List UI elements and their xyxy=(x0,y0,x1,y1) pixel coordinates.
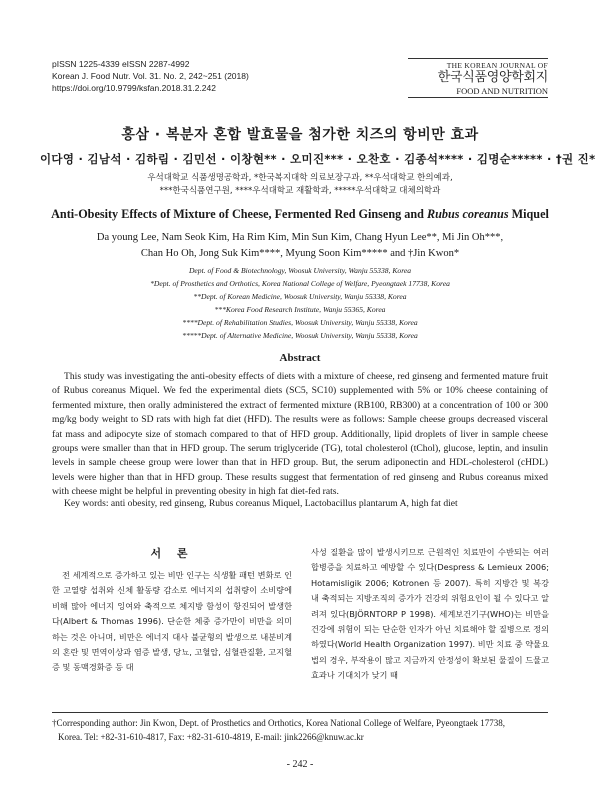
journal-name-sub: FOOD AND NUTRITION xyxy=(408,86,548,98)
journal-name-ko: 한국식품영양학회지 xyxy=(437,70,548,85)
english-authors: Da young Lee, Nam Seok Kim, Ha Rim Kim, Min Sun Kim, Chang Hyun Lee**, Mi Jin Oh***, xyxy=(96,232,504,243)
intro-left-column xyxy=(52,568,292,676)
journal-logo xyxy=(408,58,548,98)
citation: Korean J. Food Nutr. Vol. 31. No. 2, 242~251 (2018) xyxy=(52,71,249,81)
english-title-part: Anti-Obesity Effects of Mixture of Cheese, Fermented Red Ginseng and xyxy=(51,207,427,221)
journal-header-info xyxy=(52,58,249,94)
english-affiliation: *****Dept. of Alternative Medicine, Woosuk University, Wanju 55338, Korea xyxy=(182,331,418,340)
abstract-body xyxy=(52,370,548,500)
english-title-part: Miquel xyxy=(508,207,549,221)
english-title xyxy=(0,207,600,222)
issn: pISSN 1225-4339 eISSN 2287-4992 xyxy=(52,59,190,69)
keywords: Key words: anti obesity, red ginseng, Rubus coreanus Miquel, Lactobacillus plantarum A, high fat diet xyxy=(64,498,458,509)
intro-right-column xyxy=(311,545,549,684)
english-title-species: Rubus coreanus xyxy=(426,207,509,221)
intro-paragraph: 사성 질환을 많이 발생시키므로 근원적인 치료만이 수반되는 여러 합병증을 치료하고 예방할 수 있다(Despress & Lemieux 2006; Hotamisligik 2006; Kotronen 등 2007). 특히 지방간 및 복강 내 축적되는 지방조직의 증가가 건강의 위험요인이 될 수 있다고 알려져 있다(BJÖRNTORP P 1998). 세계보건기구(WHO)는 비만을 건강에 위험이 되는 단순한 인자가 아닌 치료해야 할 질병으로 정의하였다(World Health Organization 1997). 비만 치료 중 약물요법의 경우, 부작용이 많고 지금까지 안정성이 확보된 물질이 드물고 효과나 기대치가 낮기 때 xyxy=(311,547,549,681)
doi-link[interactable]: https://doi.org/10.9799/ksfan.2018.31.2.242 xyxy=(52,83,216,93)
english-affiliation: **Dept. of Korean Medicine, Woosuk University, Wanju 55338, Korea xyxy=(193,292,407,301)
divider xyxy=(408,58,548,59)
page-number: - 242 - xyxy=(286,759,314,770)
english-affiliation: ***Korea Food Research Institute, Wanju 55365, Korea xyxy=(214,305,386,314)
korean-affiliation: ***한국식품연구원, ****우석대학교 재활학과, *****우석대학교 대체의학과 xyxy=(159,186,441,196)
korean-title: 홍삼 · 복분자 혼합 발효물을 첨가한 치즈의 항비만 효과 xyxy=(121,127,479,143)
footnote-line: †Corresponding author: Jin Kwon, Dept. of Prosthetics and Orthotics, Korea National College of Welfare, Pyeongtaek 17738, xyxy=(52,718,506,728)
korean-affiliation: 우석대학교 식품생명공학과, *한국복지대학 의료보장구과, **우석대학교 한의예과, xyxy=(147,173,453,183)
section-heading-intro: 서 론 xyxy=(150,547,194,560)
english-affiliation: Dept. of Food & Biotechnology, Woosuk University, Wanju 55338, Korea xyxy=(188,266,412,275)
intro-paragraph: 전 세계적으로 증가하고 있는 비만 인구는 식생활 패턴 변화로 인한 고열량 섭취와 신체 활동량 감소로 에너지의 섭취량이 소비량에 비해 많아 에너지 잉여와 축적으로 체지방 함성이 항진되어 발생한다(Albert & Thomas 1996). 단순한 체중 증가만이 비만을 의미하는 것은 아니며, 비만은 에너지 대사 불균형의 발생으로 내분비계의 혼란 및 면역이상과 염증 발생, 당뇨, 고혈압, 심혈관질환, 고지혈증 및 동맥경화증 등 대 xyxy=(52,570,292,673)
english-affiliation: *Dept. of Prosthetics and Orthotics, Korea National College of Welfare, Pyeongtaek 17738, Korea xyxy=(150,279,450,288)
footnote-line: Korea. Tel: +82-31-610-4817, Fax: +82-31-610-4819, E-mail: jink2266@knuw.ac.kr xyxy=(58,732,364,742)
english-affiliation: ****Dept. of Rehabilitation Studies, Woosuk University, Wanju 55338, Korea xyxy=(182,318,418,327)
english-authors: Chan Ho Oh, Jong Suk Kim****, Myung Soon Kim***** and †Jin Kwon* xyxy=(140,248,460,259)
korean-authors: 이다영 · 김남석 · 김하림 · 김민선 · 이창현** · 오미진*** · 오찬호 · 김종석**** · 김명순***** · †권 진* xyxy=(40,152,596,166)
abstract-heading: Abstract xyxy=(279,352,321,364)
footnote-divider xyxy=(52,712,548,713)
corresponding-author-footnote xyxy=(52,716,552,744)
abstract-text: This study was investigating the anti-obesity effects of diets with a mixture of cheese, red ginseng and fermented mature fruit of Rubus coreanus Miquel. We fed the experimental diets (SC5, SC10) supplemented with 5% or 10% cheese containing of fermented mixture, then orally administered the extract of fermented mixture (RB100, RB300) at a concentration of 100 or 300 mg/kg body weight to SD rats with high fat diet (HFD). The results were as follows: Sample cheese groups decreased visceral fat mass and adipocyte size of stomach compared to that of HFD group. Additionally, lipid droplets of liver in sample cheese groups were smaller than that in HFD group. The serum triglyceride (TG), total cholesterol (tChol), glucose, leptin, and insulin levels in sample cheese group were lower than that in HFD group. But, the serum adiponectin and HDL-cholesterol (cHDL) levels were higher than that in HFD group. These results suggest that fermentation of red ginseng and Rubus coreanus mixed with cheese might be helpful in preventing obesity in high fat diet-fed rats. xyxy=(52,371,548,498)
journal-name-en: THE KOREAN JOURNAL OF xyxy=(446,61,548,70)
